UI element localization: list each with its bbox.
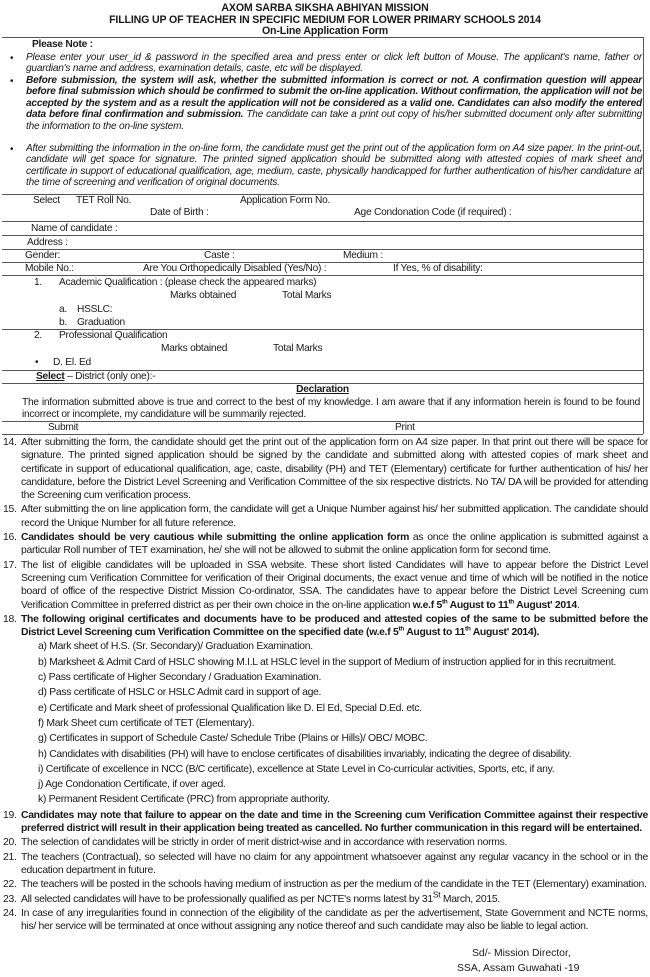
document-item-k: k) Permanent Resident Certificate (PRC) from appropriate authority. (38, 794, 330, 806)
document-item-c: c) Pass certificate of Higher Secondary / Graduation Examination. (38, 672, 322, 684)
rule-number: 21. (3, 851, 17, 863)
disability-percent-label: If Yes, % of disability: (393, 263, 483, 274)
rule-number: 19. (3, 809, 17, 821)
rule-number: 22. (3, 879, 17, 891)
rule-17 (0, 559, 648, 612)
professional-num: 2. (34, 330, 42, 341)
document-item-i: i) Certificate of excellence in NCC (B/C certificate), excellence at State Level in Co-curricular activities, Sports, etc, if any. (38, 763, 555, 775)
rule-bold-text: Candidates should be very cautious while submitting the online application form (21, 532, 410, 544)
divider (2, 275, 643, 276)
rule-text: The teachers will be posted in the schools having medium of instruction as per the medium of the candidate in the TET (Elementary) examination. (21, 879, 647, 891)
rule-bold-part: August' 2014). (470, 627, 540, 639)
declaration-heading (2, 384, 643, 396)
rule-22 (0, 878, 648, 891)
academic-total-marks-header: Total Marks (282, 290, 332, 301)
date-part: August to 11 (447, 599, 509, 611)
rule-end: . (576, 599, 580, 611)
signatory-title: Sd/- Mission Director, (472, 948, 571, 959)
hsslc-label: HSSLC: (77, 304, 113, 315)
rule-text: In case of any irregularities found in connection of the eligibility of the candidate as per the advertisement, State Government and NCTE norms, his/ her service will be terminated at once without assigning any notice thereof and such candidate may also be liable to legal action. (21, 907, 648, 933)
rule-text: The selection of candidates will be strictly in order of merit district-wise and in accordance with reservation norms. (21, 837, 508, 849)
graduation-letter: b. (59, 317, 67, 328)
professional-qualification-label: Professional Qualification (59, 330, 168, 341)
academic-num: 1. (34, 277, 42, 288)
note-item-2 (26, 75, 642, 132)
divider (2, 37, 643, 38)
document-item-a: a) Mark sheet of H.S. (Sr. Secondary)/ Graduation Examination. (38, 641, 313, 653)
rule-23 (0, 889, 648, 906)
divider (2, 221, 643, 222)
rule-text: The list of eligible candidates will be uploaded in SSA website. These short listed Candidates will have to appear before the District Level Screening cum Verification Committee for verification of their Original documents, the exact venue and time of which will be notified in the notice board of office of the respective District Mission Co-ordinator, SSA. The candidates have to appear before the District Level Screening cum Verification Committee in preferred district as per their own choice in the on-line application (21, 559, 648, 611)
document-item-b: b) Marksheet & Admit Card of HSLC showing M.I.L at HSLC level in the support of Medium of instruction applied for in this recruitment. (38, 656, 616, 668)
document-item-d: d) Pass certificate of HSLC or HSLC Admit card in support of age. (38, 687, 322, 699)
district-label: – District (only one):- (64, 371, 156, 382)
rule-number: 16. (3, 532, 17, 544)
document-header (0, 3, 650, 38)
declaration-title: Declaration (296, 384, 349, 395)
rule-number: 15. (3, 504, 17, 516)
rule-number: 20. (3, 837, 17, 849)
print-button[interactable]: Print (395, 422, 415, 433)
rule-19 (0, 809, 648, 836)
rule-number: 17. (3, 559, 17, 571)
rule-bold-part: August to 11 (404, 627, 465, 639)
academic-marks-obtained-header: Marks obtained (170, 290, 237, 301)
select-button[interactable]: Select (33, 195, 60, 206)
note-item-2-bold: Before submission, the system will ask, whether the submitted information is correct or not. A confirmation question will appear before final submission which should be confirmed to submit the on-line application. Without confirmation, the application will not be accepted by the system and as a result the application will not be considered as a valid one. Candidates can also modify the entered data before final confirmation and submission. (26, 75, 642, 121)
tet-roll-label: TET Roll No. (76, 195, 132, 206)
instructions-list (0, 436, 648, 934)
rule-number: 24. (3, 907, 17, 919)
rule-text: After submitting the form, the candidate should get the print out of the application form on A4 size paper. In that print out there will be space for signature. The printed signed application should be signed by the candidate and submitted along with attested copies of mark sheet and certificate in support of educational qualification, age, caste, disability (PH) and TET (Elementary) certificate for further authentication of his/ her candidature, before the District Level Screening and Verification Committee of the six respective districts. No TA/ DA will be provided for attending the Screening cum verification process. (21, 437, 648, 502)
dob-label: Date of Birth : (150, 207, 209, 218)
professional-total-marks-header: Total Marks (273, 343, 323, 354)
ortho-disabled-label: Are You Orthopedically Disabled (Yes/No) : (143, 263, 327, 274)
bullet-icon: • (35, 357, 39, 368)
mobile-label: Mobile No.: (25, 263, 74, 274)
graduation-label: Graduation (77, 317, 125, 328)
document-item-f: f) Mark Sheet cum certificate of TET (Elementary). (38, 717, 255, 729)
rule-text: The teachers (Contractual), so selected will have no claim for any appointment whatsoever against any regular vacancy in the school or in the education department in future. (21, 851, 648, 876)
rule-number: 23. (3, 893, 17, 905)
date-suffix: th (464, 625, 471, 633)
signatory-office: SSA, Assam Guwahati -19 (457, 963, 580, 974)
medium-label: Medium : (343, 250, 383, 261)
rule-bold-text (21, 614, 648, 638)
rule-15 (0, 503, 648, 530)
bullet-icon: • (10, 144, 14, 155)
rule-14 (0, 436, 648, 502)
rule-24 (0, 907, 648, 934)
deled-label: D. El. Ed (53, 357, 91, 368)
please-note-heading: Please Note : (32, 39, 93, 50)
rule-text: All selected candidates will have to be professionally qualified as per NCTE's norms latest by 31 (21, 893, 433, 905)
document-item-h: h) Candidates with disabilities (PH) will have to enclose certificates of disabilities invariably, indicating the degree of disability. (38, 748, 572, 760)
candidate-name-label: Name of candidate : (31, 223, 118, 234)
form-title: On-Line Application Form (261, 25, 389, 37)
divider (2, 249, 643, 250)
rule-21 (0, 851, 648, 878)
document-item-j: j) Age Condonation Certificate, if over aged. (38, 779, 226, 791)
document-item-e: e) Certificate and Mark sheet of professional Qualification like D. El Ed, Special D.Ed. etc. (38, 702, 422, 714)
note-item-3: After submitting the information in the on-line form, the candidate must get the print out of the application form on A4 size paper. In the print-out, candidate will get space for signature. The printed signed application should be submitted along with attested copies of mark sheet and certificate in support of educational qualification, age, medium, caste, physically handicapped for further authentication of his/her candidature at the time of screening and verification of original documents. (26, 143, 642, 189)
date-part: August' 2014 (513, 599, 577, 611)
rule-text: After submitting the on line application form, the candidate will get a Unique Number against his/ her submitted application. The candidate should record the Unique Number for all future reference. (21, 504, 648, 529)
rule-20 (0, 836, 648, 849)
rule-number: 18. (3, 613, 17, 625)
org-name: AXOM SARBA SIKSHA ABHIYAN MISSION (221, 2, 429, 14)
age-condonation-label: Age Condonation Code (if required) : (354, 207, 512, 218)
gender-label: Gender: (25, 250, 61, 261)
rule-end: March, 2015. (440, 893, 500, 905)
document-title: FILLING UP OF TEACHER IN SPECIFIC MEDIUM FOR LOWER PRIMARY SCHOOLS 2014 (109, 13, 541, 26)
bullet-icon: • (10, 53, 14, 64)
date-suffix: St (432, 889, 441, 900)
rule-text: as once the online application is submitted against a particular Roll number of TET examination, he/ she will not be allowed to submit the online application form for second time. (21, 532, 649, 557)
professional-marks-obtained-header: Marks obtained (161, 343, 228, 354)
date-suffix: th (398, 625, 405, 633)
date-suffix: th (508, 598, 514, 606)
submit-button[interactable]: Submit (48, 422, 79, 433)
divider (2, 434, 643, 435)
note-item-1: Please enter your user_id & password in the specified area and press enter or click left button of Mouse. The applicant's name, father or guardian's name and address, examination details, caste, etc will be displayed. (26, 52, 642, 75)
rule-bold-text: Candidates may note that failure to appear on the date and time in the Screening cum Verification Committee against their respective preferred district will result in their application being treated as cancelled. No further communication in this regard will be entertained. (21, 809, 648, 835)
academic-qualification-label: Academic Qualification : (please check the appeared marks) (59, 277, 317, 288)
divider (2, 235, 643, 236)
bullet-icon: • (10, 76, 14, 87)
declaration-text: The information submitted above is true and correct to the best of my knowledge. I am aware that if any information herein is found to be found incorrect or incomplete, my candidature will be summarily rejected. (22, 397, 640, 420)
rule-bold-part: The following original certificates and documents have to be produced and attested copies of the same to be submitted before the District Level Screening cum Verification Committee on the specified date (w.e.f 5 (21, 613, 648, 639)
rule-16 (0, 531, 648, 558)
divider (2, 421, 643, 422)
rule-18 (0, 613, 648, 640)
rule-date-text (413, 600, 577, 611)
date-suffix: th (441, 598, 448, 606)
application-form-mockup (2, 37, 644, 434)
rule-number: 14. (3, 437, 17, 448)
address-label: Address : (27, 237, 68, 248)
hsslc-letter: a. (59, 304, 67, 315)
document-item-g: g) Certificates in support of Schedule Caste/ Schedule Tribe (Plains or Hills)/ OBC/ MOBC. (38, 733, 428, 745)
caste-label: Caste : (204, 250, 235, 261)
district-row (36, 371, 155, 383)
date-part: w.e.f 5 (412, 599, 442, 611)
note-item-2-text: The candidate can take a print out copy of his/her submitted document only after submitting the information to the on-line system. (26, 109, 643, 132)
application-form-no-label: Application Form No. (240, 195, 331, 206)
district-select-button[interactable]: Select (36, 371, 65, 382)
